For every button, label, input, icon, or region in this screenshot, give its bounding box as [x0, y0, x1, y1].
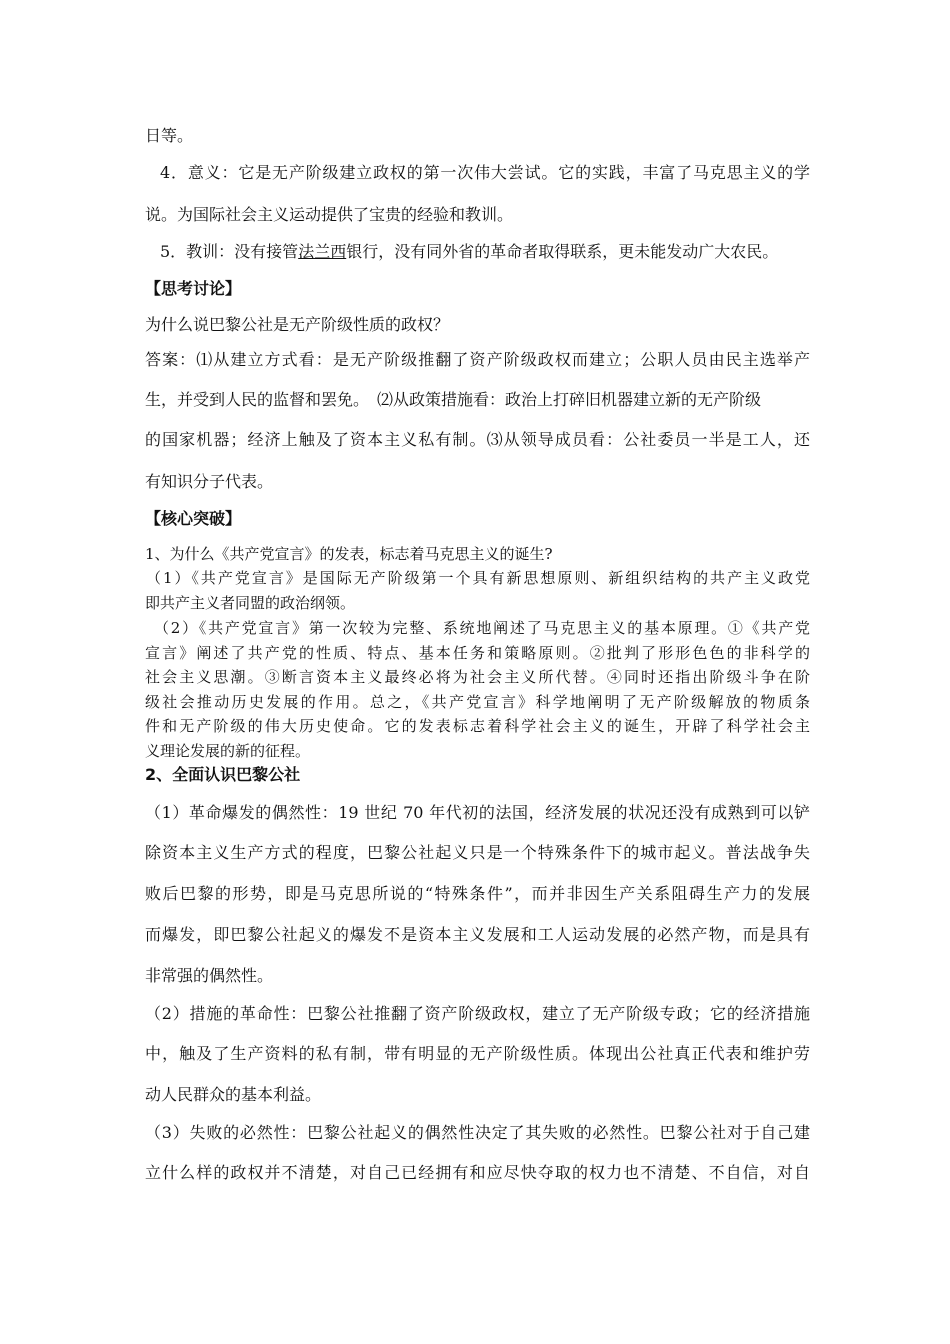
item-5-text: 银行，没有同外省的革命者取得联系，更未能发动广大农民。 — [346, 242, 779, 261]
section-1-line: 败后巴黎的形势，即是马克思所说的“特殊条件”，而并非因生产关系阻碍生产力的发展 — [145, 884, 810, 903]
core-p2-line: 件和无产阶级的伟大历史使命。它的发表标志着科学社会主义的诞生，开辟了科学社会主 — [145, 717, 810, 735]
discussion-question: 为什么说巴黎公社是无产阶级性质的政权？ — [145, 315, 450, 334]
core-p2-line: 级社会推动历史发展的作用。总之，《共产党宣言》科学地阐明了无产阶级解放的物质条 — [145, 693, 810, 711]
section-1-line: 而爆发，即巴黎公社起义的爆发不是资本主义发展和工人运动发展的必然产物，而是具有 — [145, 925, 810, 944]
item-4-line: 4．意义：它是无产阶级建立政权的第一次伟大尝试。它的实践，丰富了马克思主义的学 — [160, 163, 810, 182]
section-1-line: 非常强的偶然性。 — [145, 966, 274, 985]
core-p2-line: （2）《共产党宣言》第一次较为完整、系统地阐述了马克思主义的基本原理。①《共产党 — [154, 619, 810, 637]
answer-line: 生，并受到人民的监督和罢免。 ⑵从政策措施看：政治上打碎旧机器建立新的无产阶级 — [145, 390, 762, 409]
section-3-line: 立什么样的政权并不清楚，对自己已经拥有和应尽快夺取的权力也不清楚、不自信，对自 — [145, 1163, 810, 1182]
core-p1-line: （1）《共产党宣言》是国际无产阶级第一个具有新思想原则、新组织结构的共产主义政党 — [146, 569, 810, 587]
text-line: 日等。 — [145, 126, 194, 145]
item-5-line — [160, 242, 810, 262]
core-question-1: 1、为什么《共产党宣言》的发表，标志着马克思主义的诞生? — [145, 545, 553, 563]
discussion-heading: 【思考讨论】 — [145, 279, 242, 298]
section-1-line: （1）革命爆发的偶然性：19 世纪 70 年代初的法国，经济发展的状况还没有成熟到可以铲 — [145, 803, 810, 822]
section-2-line: （2）措施的革命性：巴黎公社推翻了资产阶级政权，建立了无产阶级专政；它的经济措施 — [145, 1004, 810, 1023]
core-question-2: 2、全面认识巴黎公社 — [145, 765, 301, 784]
answer-line: 有知识分子代表。 — [145, 472, 274, 491]
core-p1-line: 即共产主义者同盟的政治纲领。 — [145, 594, 356, 612]
core-p2-line: 社会主义思潮。③断言资本主义最终必将为社会主义所代替。④同时还指出阶级斗争在阶 — [145, 668, 810, 686]
item-4-line: 说。为国际社会主义运动提供了宝贵的经验和教训。 — [145, 205, 514, 224]
section-2-line: 动人民群众的基本利益。 — [145, 1085, 322, 1104]
france-link[interactable]: 法兰西 — [298, 242, 347, 261]
answer-line: 的国家机器；经济上触及了资本主义私有制。⑶从领导成员看：公社委员一半是工人，还 — [145, 430, 810, 449]
answer-line: 答案：⑴从建立方式看：是无产阶级推翻了资产阶级政权而建立；公职人员由民主选举产 — [145, 350, 810, 369]
core-heading: 【核心突破】 — [145, 509, 242, 528]
section-1-line: 除资本主义生产方式的程度，巴黎公社起义只是一个特殊条件下的城市起义。普法战争失 — [145, 843, 810, 862]
section-3-line: （3）失败的必然性：巴黎公社起义的偶然性决定了其失败的必然性。巴黎公社对于自己建 — [145, 1123, 810, 1142]
core-p2-line: 义理论发展的新的征程。 — [145, 742, 311, 760]
section-2-line: 中，触及了生产资料的私有制，带有明显的无产阶级性质。体现出公社真正代表和维护劳 — [145, 1044, 810, 1063]
item-5-text: 5．教训：没有接管 — [160, 242, 299, 261]
core-p2-line: 宣言》阐述了共产党的性质、特点、基本任务和策略原则。②批判了形形色色的非科学的 — [145, 644, 810, 662]
